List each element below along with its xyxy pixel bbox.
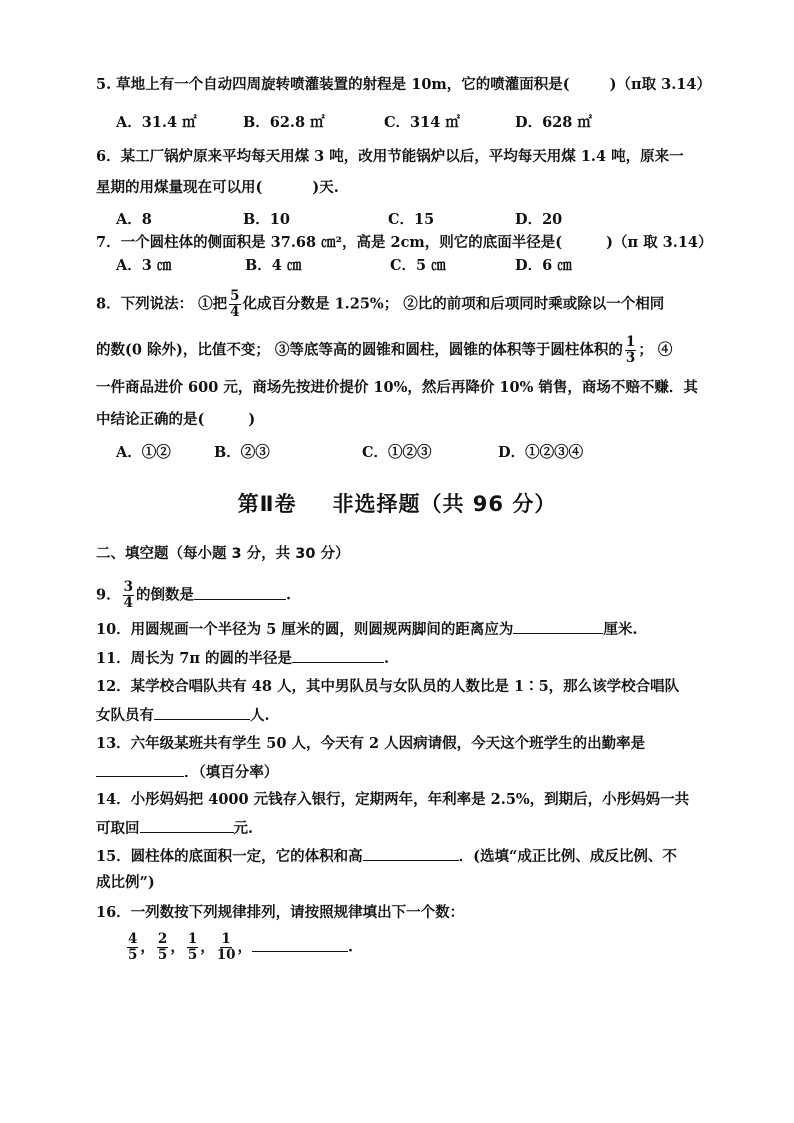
q9-text: 的倒数是 — [136, 586, 194, 604]
question-13-line-1: 13．六年级某班共有学生 50 人，今天有 2 人因病请假，今天这个班学生的出勤率是 — [96, 735, 646, 752]
fraction-denominator: 4 — [230, 304, 240, 320]
fraction-denominator: 5 — [128, 947, 138, 963]
q12-answer-blank[interactable] — [154, 705, 250, 720]
question-6-line-1: 6．某工厂锅炉原来平均每天用煤 3 吨，改用节能锅炉以后，平均每天用煤 1.4 吨，原来一 — [96, 148, 684, 165]
fraction-4-5 — [127, 932, 138, 963]
fraction-numerator: 4 — [128, 931, 138, 947]
q16-end: . — [348, 938, 354, 956]
q12-end: 人. — [250, 707, 270, 724]
fraction-1-10 — [217, 932, 236, 963]
question-14-line-2 — [96, 818, 253, 839]
fraction-2-5 — [157, 932, 168, 963]
q6-option-a[interactable]: A．8 — [116, 211, 152, 228]
q5-text: 5. 草地上有一个自动四周旋转喷灌装置的射程是 10m，它的喷灌面积是( — [96, 76, 570, 93]
separator: ， — [170, 938, 185, 956]
fraction-numerator: 3 — [123, 579, 133, 595]
question-14-line-1: 14．小彤妈妈把 4000 元钱存入银行，定期两年，年利率是 2.5%，到期后，小彤妈妈一共 — [96, 791, 690, 808]
q8-option-a[interactable]: A．①② — [116, 444, 171, 461]
q8-text-b: 化成百分数是 1.25%； ②比的前项和后项同时乘或除以一个相同 — [242, 295, 665, 313]
q8-option-c[interactable]: C．①②③ — [362, 444, 432, 461]
question-16-sequence — [125, 932, 353, 963]
q7-option-a[interactable]: A．3 ㎝ — [116, 257, 172, 274]
q9-number: 9． — [96, 586, 121, 604]
q5-tail: )（π取 3.14） — [609, 76, 711, 93]
q13-end: ．（填百分率） — [184, 764, 279, 781]
q14-answer-blank[interactable] — [140, 818, 234, 833]
question-12-line-2 — [96, 705, 270, 726]
fraction-denominator: 3 — [625, 350, 636, 366]
section-title-volume: 第Ⅱ卷 — [237, 492, 297, 516]
fraction-numerator: 1 — [625, 334, 636, 350]
q11-text: 11．周长为 7π 的圆的半径是 — [96, 650, 292, 667]
question-13-line-2 — [96, 762, 278, 783]
question-11 — [96, 648, 389, 669]
q14-text: 可取回 — [96, 820, 140, 837]
q8-text-c: 的数(0 除外)，比值不变； ③等底等高的圆锥和圆柱，圆锥的体积等于圆柱体积的 — [96, 341, 623, 359]
question-7 — [96, 233, 713, 253]
section-title — [0, 488, 794, 518]
q6-option-b[interactable]: B．10 — [243, 211, 290, 228]
question-15-line-2: 成比例”) — [96, 874, 155, 891]
separator: ， — [237, 938, 253, 956]
fraction-numerator: 2 — [157, 931, 168, 947]
q10-end: 厘米. — [603, 621, 638, 638]
q8-text-d: ； ④ — [638, 341, 673, 359]
q7-option-c[interactable]: C．5 ㎝ — [390, 257, 446, 274]
fraction-numerator: 5 — [230, 288, 240, 304]
q6-text: 星期的用煤量现在可以用( — [96, 179, 263, 196]
fraction-numerator: 1 — [221, 931, 231, 947]
fraction-denominator: 5 — [157, 947, 168, 963]
section-title-text: 非选择题（共 96 分） — [332, 492, 557, 516]
q14-end: 元. — [233, 820, 254, 837]
question-5 — [96, 75, 711, 95]
q15-text: 15．圆柱体的底面积一定，它的体积和高 — [96, 848, 363, 865]
q7-option-d[interactable]: D．6 ㎝ — [515, 257, 572, 274]
fraction-3-4 — [123, 580, 134, 611]
q5-option-b[interactable]: B．62.8 ㎡ — [243, 114, 325, 131]
q9-answer-blank[interactable] — [194, 585, 286, 600]
q8-option-d[interactable]: D．①②③④ — [498, 444, 584, 461]
q15-answer-blank[interactable] — [363, 846, 459, 861]
q6-tail: )天. — [312, 179, 339, 196]
q10-answer-blank[interactable] — [513, 619, 603, 634]
fraction-denominator: 5 — [187, 947, 198, 963]
q5-option-d[interactable]: D．628 ㎡ — [515, 114, 592, 131]
q16-answer-blank[interactable] — [252, 937, 348, 952]
question-16-line-1: 16．一列数按下列规律排列，请按照规律填出下一个数： — [96, 904, 465, 921]
q11-answer-blank[interactable] — [292, 648, 384, 663]
fraction-1-3 — [625, 335, 636, 366]
q9-end: . — [286, 586, 292, 604]
question-12-line-1: 12．某学校合唱队共有 48 人，其中男队员与女队员的人数比是 1∶5，那么该学校合唱队 — [96, 678, 680, 695]
q12-text: 女队员有 — [96, 707, 154, 724]
question-8-line-3: 一件商品进价 600 元，商场先按进价提价 10%，然后再降价 10% 销售，商场不赔不赚．其 — [96, 379, 698, 396]
q8-text-f: ) — [248, 411, 256, 428]
q10-text: 10．用圆规画一个半径为 5 厘米的圆，则圆规两脚间的距离应为 — [96, 621, 514, 638]
fraction-denominator: 4 — [123, 595, 133, 611]
q8-option-b[interactable]: B．②③ — [214, 444, 270, 461]
q7-text: 7．一个圆柱体的侧面积是 37.68 ㎝²，高是 2cm，则它的底面半径是( — [96, 234, 563, 251]
q7-tail: )（π 取 3.14） — [606, 234, 713, 251]
question-6-line-2 — [96, 178, 339, 198]
fraction-numerator: 1 — [187, 931, 198, 947]
q5-option-a[interactable]: A．31.4 ㎡ — [116, 114, 197, 131]
fraction-denominator: 10 — [216, 947, 236, 963]
question-9 — [96, 580, 291, 611]
q6-option-c[interactable]: C．15 — [388, 211, 435, 228]
question-15-line-1 — [96, 846, 677, 867]
q13-answer-blank[interactable] — [96, 762, 184, 777]
q5-option-c[interactable]: C．314 ㎡ — [384, 114, 460, 131]
question-8-line-1 — [96, 289, 664, 320]
q7-option-b[interactable]: B．4 ㎝ — [245, 257, 302, 274]
q15-hint: ．(选填“成正比例、成反比例、不 — [458, 848, 677, 865]
question-8-line-4 — [96, 410, 255, 430]
fraction-5-4 — [229, 289, 240, 320]
q8-text-e: 中结论正确的是( — [96, 411, 205, 428]
q8-text-a: 8．下列说法： ①把 — [96, 295, 228, 313]
q6-option-d[interactable]: D．20 — [515, 211, 563, 228]
question-8-line-2 — [96, 335, 672, 366]
q11-end: . — [383, 650, 390, 667]
part2-header: 二、填空题（每小题 3 分，共 30 分） — [96, 546, 350, 562]
question-10 — [96, 619, 637, 640]
fraction-1-5 — [187, 932, 198, 963]
separator: ， — [200, 938, 215, 956]
separator: ， — [140, 938, 155, 956]
